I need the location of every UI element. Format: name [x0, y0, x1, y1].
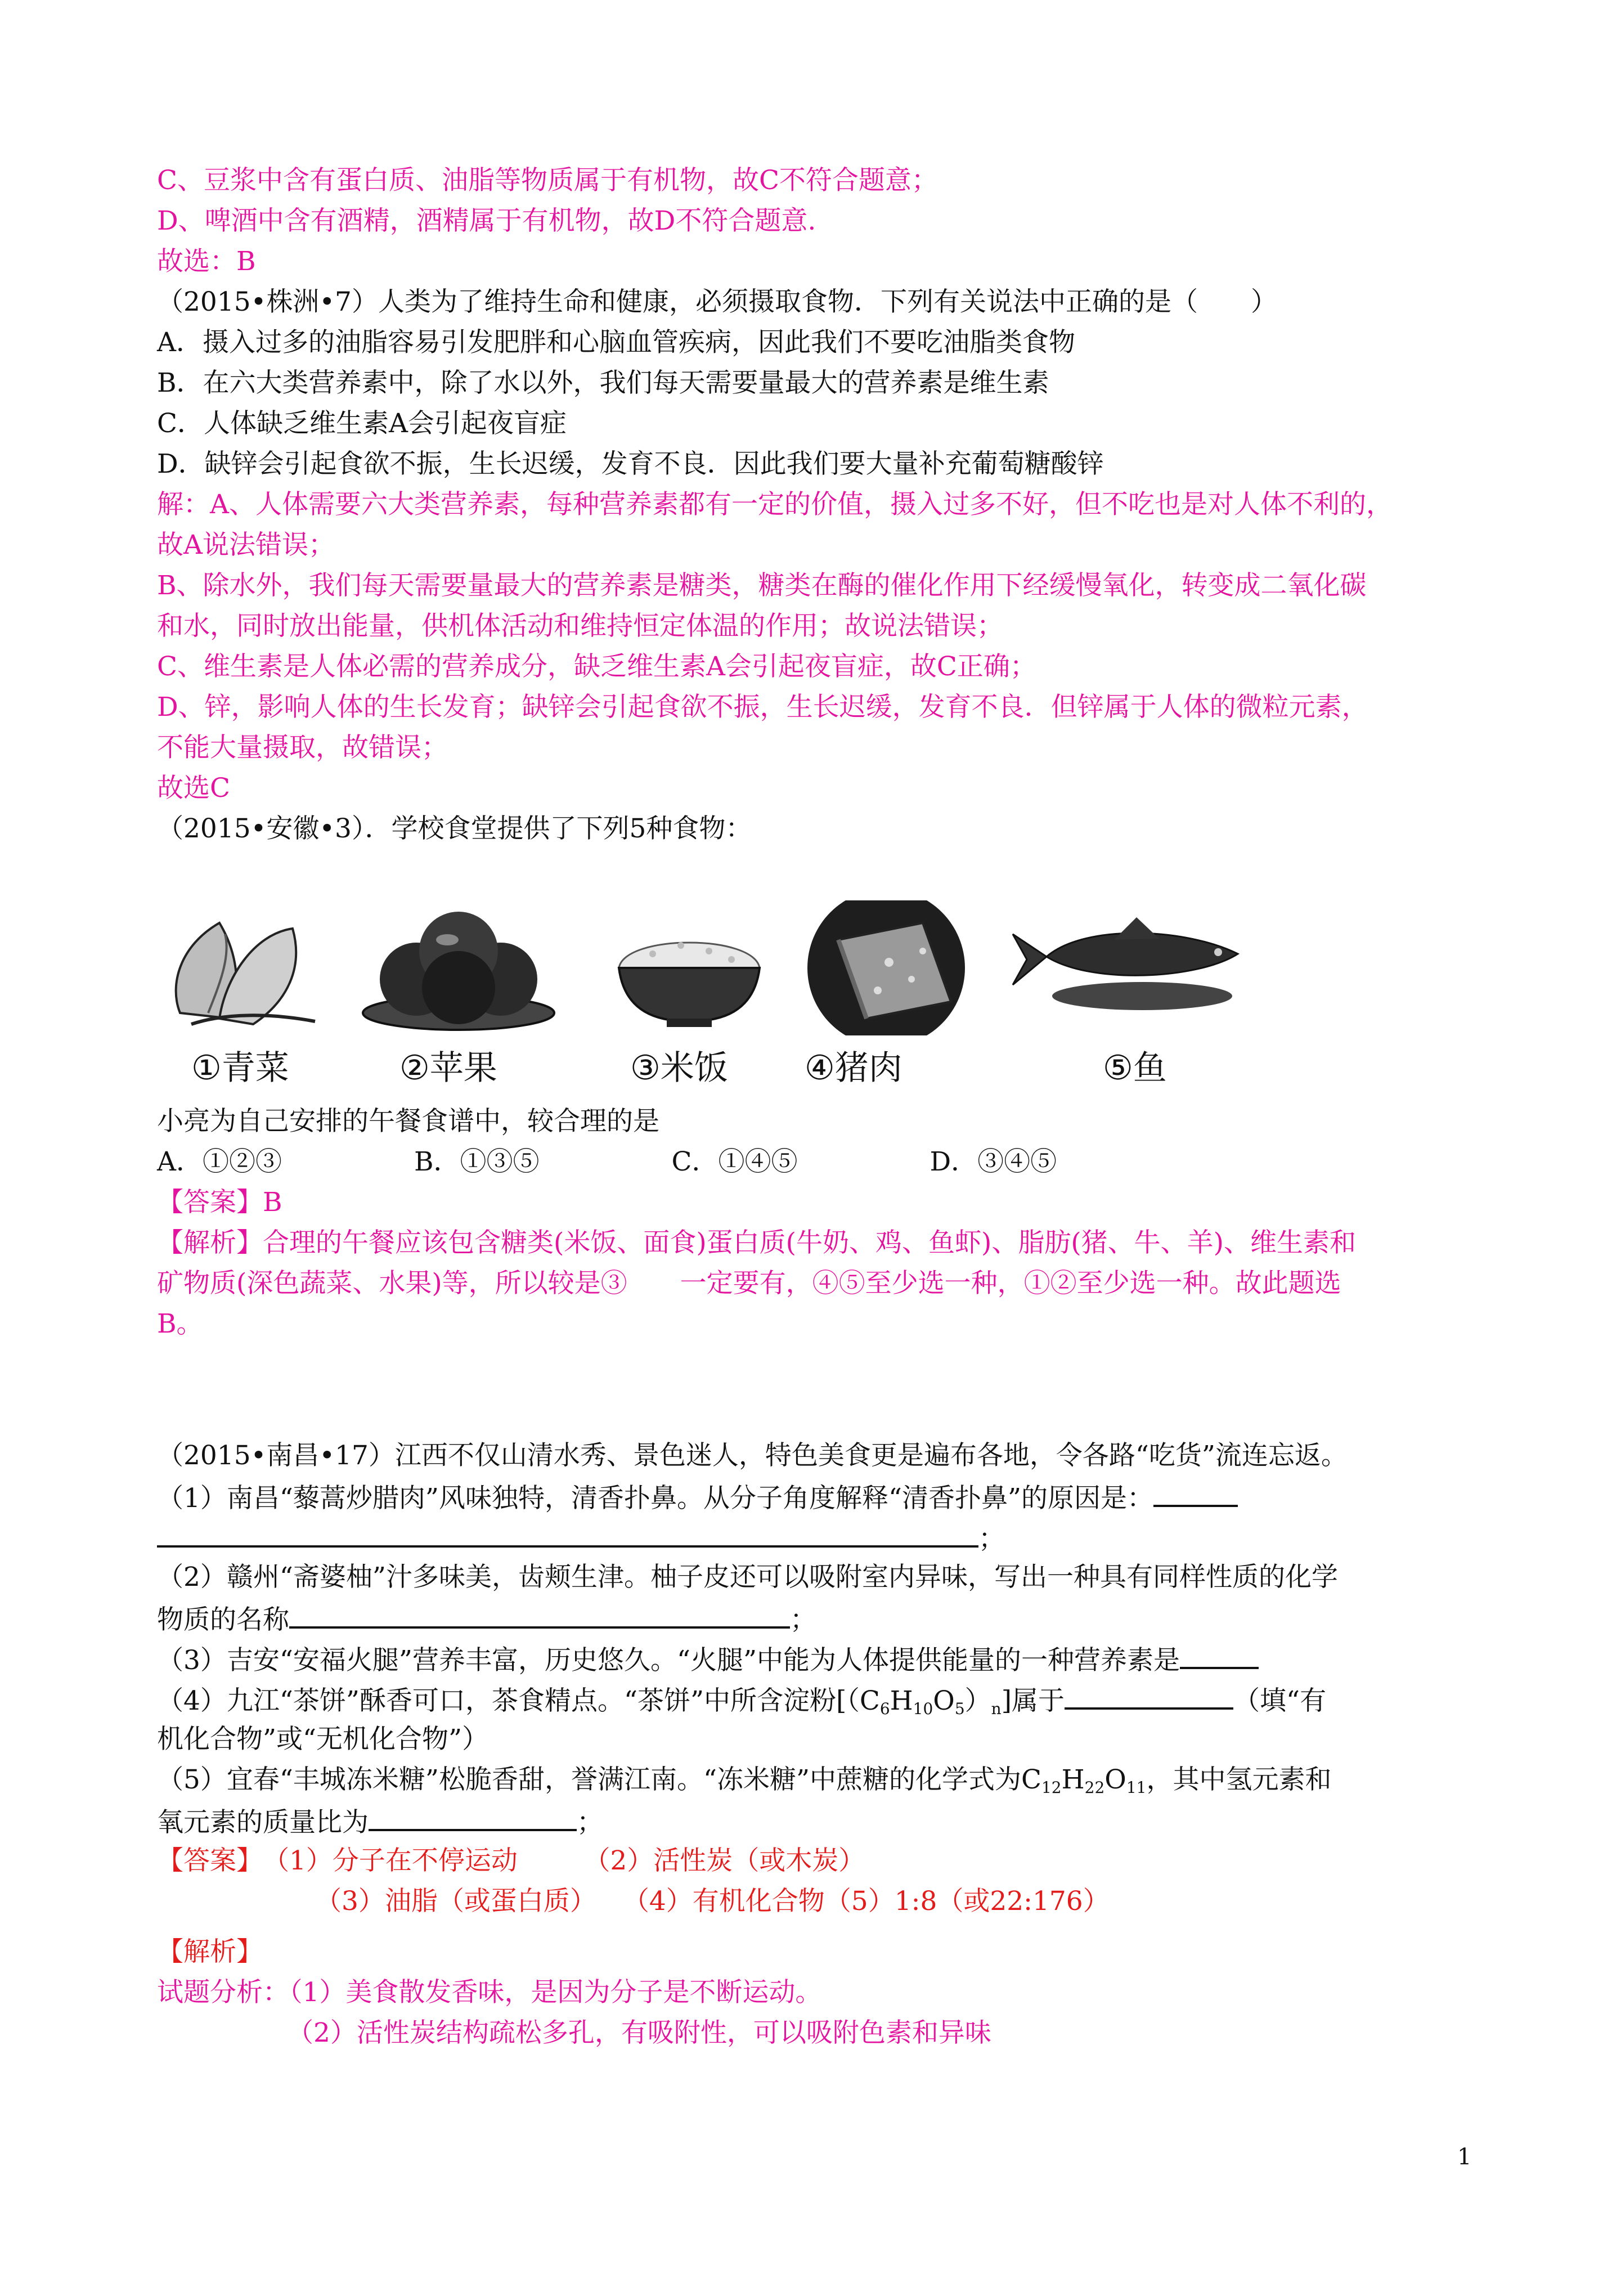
answer-blank[interactable]	[157, 1521, 978, 1548]
subscript: 22	[1084, 1778, 1105, 1797]
question-stem: （2015•南昌•17）江西不仅山清水秀、景色迷人，特色美食更是遍布各地，令各路“吃货”流连忘返。	[157, 1440, 1348, 1471]
subscript: 11	[1126, 1778, 1147, 1797]
subquestion-text: （5）宜春“丰城冻米糖”松脆香甜，誉满江南。“冻米糖”中蔗糖的化学式为C	[157, 1764, 1041, 1795]
formula-part: O	[1104, 1764, 1126, 1795]
food-label: ③米饭	[630, 1048, 728, 1088]
food-label: ⑤鱼	[1103, 1048, 1167, 1088]
solution-line: 和水，同时放出能量，供机体活动和维持恒定体温的作用；故说法错误；	[157, 611, 1003, 642]
subquestion-5-continued	[157, 1804, 603, 1839]
answer-blank[interactable]	[1153, 1480, 1238, 1507]
explanation-line: 试题分析：（1）美食散发香味，是因为分子是不断运动。	[157, 1977, 822, 2008]
option-d: D．缺锌会引起食欲不振，生长迟缓，发育不良．因此我们要大量补充葡萄糖酸锌	[157, 449, 1104, 479]
subquestion-text: （填“有	[1233, 1685, 1327, 1716]
subscript: n	[991, 1699, 1002, 1718]
subscript: 12	[1041, 1778, 1062, 1797]
subquestion-text: （1）南昌“藜蒿炒腊肉”风味独特，清香扑鼻。从分子角度解释“清香扑鼻”的原因是：	[157, 1483, 1154, 1514]
option-b: B．在六大类营养素中，除了水以外，我们每天需要量最大的营养素是维生素	[157, 367, 1049, 398]
answer-line: 【答案】B	[157, 1187, 282, 1218]
answer-blank[interactable]	[1065, 1683, 1233, 1710]
explanation-line: 【解析】合理的午餐应该包含糖类(米饭、面食)蛋白质(牛奶、鸡、鱼虾)、脂肪(猪、牛、羊)、维生素和	[157, 1227, 1357, 1258]
answer-line: （3）油脂（或蛋白质） （4）有机化合物（5）1:8（或22:176）	[315, 1886, 1110, 1917]
subquestion-2: （2）赣州“斋婆柚”汁多味美，齿颊生津。柚子皮还可以吸附室内异味，写出一种具有同样性质的化学	[157, 1562, 1338, 1593]
option-c: C．人体缺乏维生素A会引起夜盲症	[157, 408, 567, 439]
punctuation: ；	[978, 1523, 1005, 1554]
question-stem: （2015•安徽•3）．学校食堂提供了下列5种食物：	[157, 813, 752, 844]
solution-line: D、啤酒中含有酒精，酒精属于有机物，故D不符合题意.	[157, 205, 816, 236]
option-a: A．摄入过多的油脂容易引发肥胖和心脑血管疾病，因此我们不要吃油脂类食物	[157, 327, 1075, 358]
page-number: 1	[1457, 2144, 1472, 2170]
subscript: 5	[954, 1699, 965, 1718]
rice-image	[608, 900, 771, 1092]
subquestion-1	[157, 1480, 1238, 1515]
food-label: ①青菜	[191, 1048, 289, 1088]
solution-line: 不能大量摄取，故错误；	[157, 732, 448, 763]
subquestion-text: ，其中氢元素和	[1146, 1764, 1332, 1795]
formula-part: H	[890, 1685, 913, 1716]
food-label: ②苹果	[399, 1048, 497, 1088]
solution-line: 故选：B	[157, 246, 256, 277]
explanation-heading: 【解析】	[157, 1936, 263, 1967]
explanation-line: （2）活性炭结构疏松多孔，有吸附性，可以吸附色素和异味	[287, 2017, 991, 2048]
subquestion-3	[157, 1642, 1259, 1677]
subquestion-2-continued	[157, 1602, 816, 1636]
food-figure	[158, 900, 1255, 1092]
formula-part: ]属于	[1001, 1685, 1065, 1716]
subquestion-5	[157, 1764, 1331, 1796]
solution-line: B、除水外，我们每天需要量最大的营养素是糖类，糖类在酶的催化作用下经缓慢氧化，转变成二氧化碳	[157, 570, 1367, 601]
answer-blank[interactable]	[1180, 1642, 1259, 1669]
explanation-line: B。	[157, 1308, 203, 1339]
subquestion-4-continued: 机化合物”或“无机化合物”）	[157, 1724, 489, 1755]
apples-image	[354, 900, 563, 1092]
formula-part: O	[933, 1685, 955, 1716]
solution-line: 解：A、人体需要六大类营养素，每种营养素都有一定的价值，摄入过多不好，但不吃也是对人体不利的，	[157, 489, 1393, 520]
solution-line: D、锌，影响人体的生长发育；缺锌会引起食欲不振，生长迟缓，发育不良．但锌属于人体的微粒元素，	[157, 692, 1368, 723]
answer-options: A．①②③ B．①③⑤ C．①④⑤ D．③④⑤	[157, 1146, 1057, 1177]
solution-line: 故A说法错误；	[157, 530, 335, 560]
solution-line: 故选C	[157, 773, 230, 804]
question-stem: （2015•株洲•7）人类为了维持生命和健康，必须摄取食物．下列有关说法中正确的是（ ）	[157, 286, 1277, 317]
subquestion-text: 氧元素的质量比为	[157, 1807, 369, 1838]
explanation-line: 矿物质(深色蔬菜、水果)等，所以较是③ 一定要有，④⑤至少选一种，①②至少选一种。故此题选	[157, 1268, 1341, 1299]
solution-line: C、豆浆中含有蛋白质、油脂等物质属于有机物，故C不符合题意；	[157, 165, 938, 196]
solution-line: C、维生素是人体必需的营养成分，缺乏维生素A会引起夜盲症，故C正确；	[157, 651, 1036, 682]
formula-part: H	[1061, 1764, 1085, 1795]
punctuation: ；	[790, 1604, 816, 1635]
food-label: ④猪肉	[805, 1048, 902, 1088]
question-text: 小亮为自己安排的午餐食谱中，较合理的是	[157, 1106, 659, 1137]
subquestion-1-continued	[157, 1521, 1005, 1555]
subquestion-text: （3）吉安“安福火腿”营养丰富，历史悠久。“火腿”中能为人体提供能量的一种营养素是	[157, 1645, 1180, 1676]
formula-part: ）	[964, 1685, 991, 1716]
fish-image	[1002, 900, 1255, 1092]
punctuation: ；	[577, 1807, 603, 1838]
pork-image	[799, 900, 973, 1092]
subquestion-text: （4）九江“茶饼”酥香可口，茶食精点。“茶饼”中所含淀粉[（C	[157, 1685, 880, 1716]
answer-blank[interactable]	[369, 1804, 577, 1831]
subquestion-text: 物质的名称	[157, 1604, 289, 1635]
subscript: 10	[913, 1699, 933, 1718]
subquestion-4	[157, 1683, 1326, 1717]
subscript: 6	[879, 1699, 890, 1718]
greens-image	[158, 900, 332, 1092]
answer-line: 【答案】 （1）分子在不停运动 （2）活性炭（或木炭）	[157, 1845, 865, 1876]
answer-blank[interactable]	[289, 1602, 790, 1629]
